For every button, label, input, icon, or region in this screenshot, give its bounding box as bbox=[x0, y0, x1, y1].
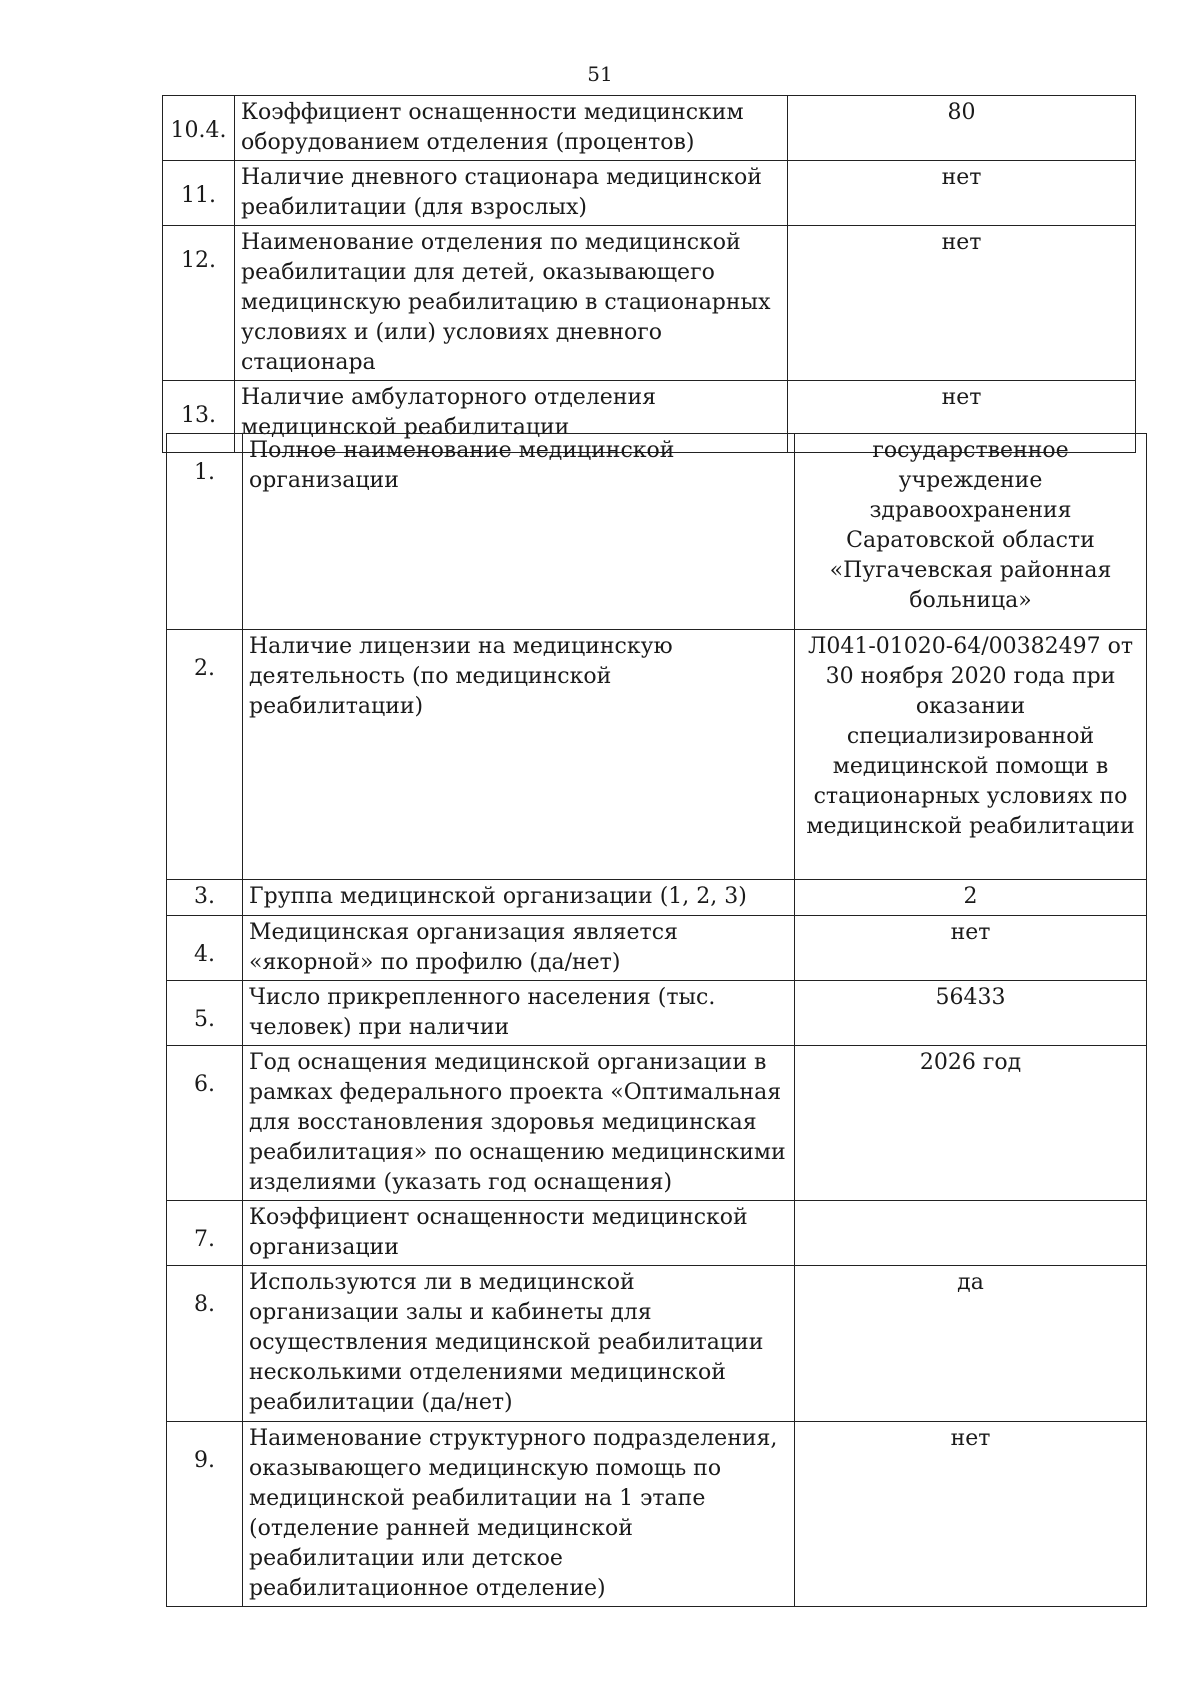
row-number: 2. bbox=[167, 630, 243, 880]
row-value: да bbox=[795, 1266, 1147, 1422]
row-number: 1. bbox=[167, 434, 243, 630]
table-continuation bbox=[162, 95, 1136, 453]
row-number: 9. bbox=[167, 1422, 243, 1607]
row-label: Наличие амбулаторного отделения медицинской реабилитации bbox=[235, 381, 788, 453]
row-number: 13. bbox=[163, 381, 235, 453]
row-value: Л041-01020-64/00382497 от 30 ноября 2020 года при оказании специализированной медицинской помощи в стационарных условиях по медицинской реабилитации bbox=[795, 630, 1147, 880]
row-value: нет bbox=[788, 161, 1136, 226]
row-label: Коэффициент оснащенности медицинским оборудованием отделения (процентов) bbox=[235, 96, 788, 161]
row-label: Наименование отделения по медицинской реабилитации для детей, оказывающего медицинскую реабилитацию в стационарных условиях и (или) условиях дневного стационара bbox=[235, 226, 788, 381]
row-value: государственное учреждение здравоохранения Саратовской области «Пугачевская районная больница» bbox=[795, 434, 1147, 630]
table-row bbox=[163, 226, 1136, 381]
row-number: 11. bbox=[163, 161, 235, 226]
table-row bbox=[163, 161, 1136, 226]
row-value: нет bbox=[788, 226, 1136, 381]
row-number: 4. bbox=[167, 916, 243, 981]
table-row bbox=[167, 630, 1147, 880]
row-value: нет bbox=[788, 381, 1136, 453]
table-row bbox=[167, 981, 1147, 1046]
row-label: Наличие дневного стационара медицинской реабилитации (для взрослых) bbox=[235, 161, 788, 226]
row-value: 2026 год bbox=[795, 1046, 1147, 1201]
table-row bbox=[167, 880, 1147, 916]
row-number: 5. bbox=[167, 981, 243, 1046]
table-row bbox=[167, 1046, 1147, 1201]
row-value: 2 bbox=[795, 880, 1147, 916]
table-row bbox=[167, 916, 1147, 981]
page-number: 51 bbox=[587, 62, 613, 86]
table-row bbox=[163, 96, 1136, 161]
row-label: Наименование структурного подразделения, оказывающего медицинскую помощь по медицинской реабилитации на 1 этапе (отделение ранней медицинской реабилитации или детское реабилитационное отделение) bbox=[243, 1422, 795, 1607]
table-row bbox=[167, 1266, 1147, 1422]
row-value: 56433 bbox=[795, 981, 1147, 1046]
row-value: 80 bbox=[788, 96, 1136, 161]
row-value: нет bbox=[795, 1422, 1147, 1607]
row-label: Число прикрепленного населения (тыс. человек) при наличии bbox=[243, 981, 795, 1046]
table-row bbox=[167, 434, 1147, 630]
row-value bbox=[795, 1201, 1147, 1266]
row-number: 10.4. bbox=[163, 96, 235, 161]
row-label: Используются ли в медицинской организации залы и кабинеты для осуществления медицинской реабилитации несколькими отделениями медицинской реабилитации (да/нет) bbox=[243, 1266, 795, 1422]
row-number: 8. bbox=[167, 1266, 243, 1422]
table-organization bbox=[166, 433, 1147, 1607]
row-label: Медицинская организация является «якорной» по профилю (да/нет) bbox=[243, 916, 795, 981]
row-label: Год оснащения медицинской организации в рамках федерального проекта «Оптимальная для восстановления здоровья медицинская реабилитация» по оснащению медицинскими изделиями (указать год оснащения) bbox=[243, 1046, 795, 1201]
row-value: нет bbox=[795, 916, 1147, 981]
row-number: 3. bbox=[167, 880, 243, 916]
row-label: Наличие лицензии на медицинскую деятельность (по медицинской реабилитации) bbox=[243, 630, 795, 880]
row-number: 6. bbox=[167, 1046, 243, 1201]
row-number: 12. bbox=[163, 226, 235, 381]
table-row bbox=[167, 1422, 1147, 1607]
row-label: Коэффициент оснащенности медицинской организации bbox=[243, 1201, 795, 1266]
row-label: Полное наименование медицинской организации bbox=[243, 434, 795, 630]
table-row bbox=[167, 1201, 1147, 1266]
row-number: 7. bbox=[167, 1201, 243, 1266]
row-label: Группа медицинской организации (1, 2, 3) bbox=[243, 880, 795, 916]
